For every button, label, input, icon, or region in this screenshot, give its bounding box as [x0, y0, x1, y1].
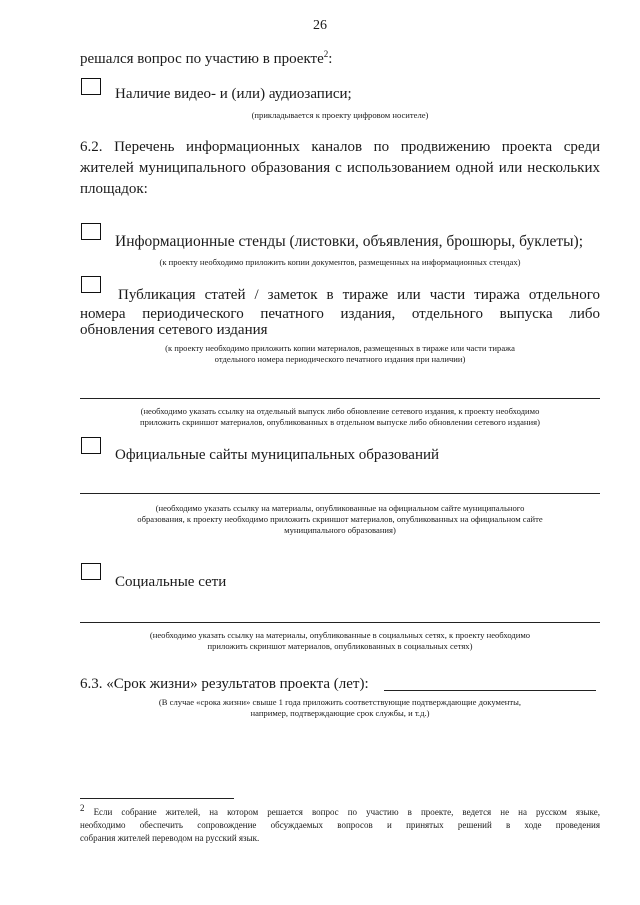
page-number: 26	[313, 18, 327, 33]
video-label: Наличие видео- и (или) аудиозаписи;	[115, 86, 352, 102]
footnote-line-3: собрания жителей переводом на русский язык.	[80, 833, 260, 843]
footnote-marker: 2	[80, 803, 85, 813]
section-6-2-line-3: площадок:	[80, 181, 148, 197]
official-sites-label: Официальные сайты муниципальных образований	[115, 447, 440, 463]
footnote-line-1	[80, 803, 600, 819]
section-6-2-line-2: жителей муниципального образования с использованием одной или нескольких	[80, 160, 600, 176]
video-note: (прикладывается к проекту цифровом носителе)	[251, 110, 429, 120]
official-sites-note-line-2: образования, к проекту необходимо приложить скриншот материалов, опубликованных на официальном сайте	[137, 514, 543, 524]
social-link-input-line[interactable]	[80, 622, 600, 623]
publications-line-3: обновления сетевого издания	[80, 322, 268, 338]
publications-note-line-2: отдельного номера периодического печатного издания при наличии)	[214, 354, 466, 364]
publications-line-2: номера периодического печатного издания, отдельного выпуска либо	[80, 306, 600, 322]
intro-line	[80, 50, 332, 68]
social-note-line-1: (необходимо указать ссылку на материалы, опубликованные в социальных сетях, к проекту необходимо	[149, 630, 531, 640]
footnote-separator	[80, 798, 234, 799]
official-sites-link-input-line[interactable]	[80, 493, 600, 494]
footnote-line-1-text: Если собрание жителей, на котором решается вопрос по участию в проекте, ведется не на русском языке,	[93, 807, 600, 817]
section-6-3-label: 6.3. «Срок жизни» результатов проекта (лет):	[80, 676, 369, 692]
social-note-line-2: приложить скриншот материалов, опубликованных в социальных сетях)	[207, 641, 473, 651]
publications-link-note-line-2: приложить скриншот материалов, опубликованных в отдельном выпуске либо обновлении сетевого издания)	[140, 417, 540, 427]
official-sites-note-line-3: муниципального образования)	[284, 525, 396, 535]
stands-note: (к проекту необходимо приложить копии документов, размещенных на информационных стендах)	[159, 257, 521, 267]
section-6-3-note-line-1: (В случае «срока жизни» свыше 1 года приложить соответствующие подтверждающие документы,	[158, 697, 522, 707]
official-sites-note-line-1: (необходимо указать ссылку на материалы, опубликованные на официальном сайте муниципального	[155, 503, 525, 513]
publications-line-1: Публикация статей / заметок в тираже или части тиража отдельного	[118, 287, 600, 303]
section-6-3-note-line-2: например, подтверждающие срок службы, и т.д.)	[250, 708, 430, 718]
stands-label: Информационные стенды (листовки, объявления, брошюры, буклеты);	[115, 233, 584, 250]
social-checkbox[interactable]	[81, 563, 101, 580]
publications-checkbox[interactable]	[81, 276, 101, 293]
video-checkbox[interactable]	[81, 78, 101, 95]
publications-link-note-line-1: (необходимо указать ссылку на отдельный выпуск либо обновление сетевого издания, к проекту необходимо	[140, 406, 540, 416]
publications-note-line-1: (к проекту необходимо приложить копии материалов, размещенных в тираже или части тиража	[165, 343, 515, 353]
stands-checkbox[interactable]	[81, 223, 101, 240]
intro-footnote-ref: 2	[323, 49, 329, 59]
project-life-input-line[interactable]	[384, 690, 596, 691]
intro-colon: :	[328, 51, 333, 67]
section-6-2-line-1: 6.2. Перечень информационных каналов по продвижению проекта среди	[80, 139, 600, 155]
social-label: Социальные сети	[115, 574, 227, 590]
official-sites-checkbox[interactable]	[81, 437, 101, 454]
publications-link-input-line[interactable]	[80, 398, 600, 399]
intro-text: решался вопрос по участию в проекте	[80, 51, 324, 67]
footnote-line-2: необходимо обеспечить сопровождение обсуждаемых вопросов и принятых решений в ходе проведения	[80, 820, 600, 830]
